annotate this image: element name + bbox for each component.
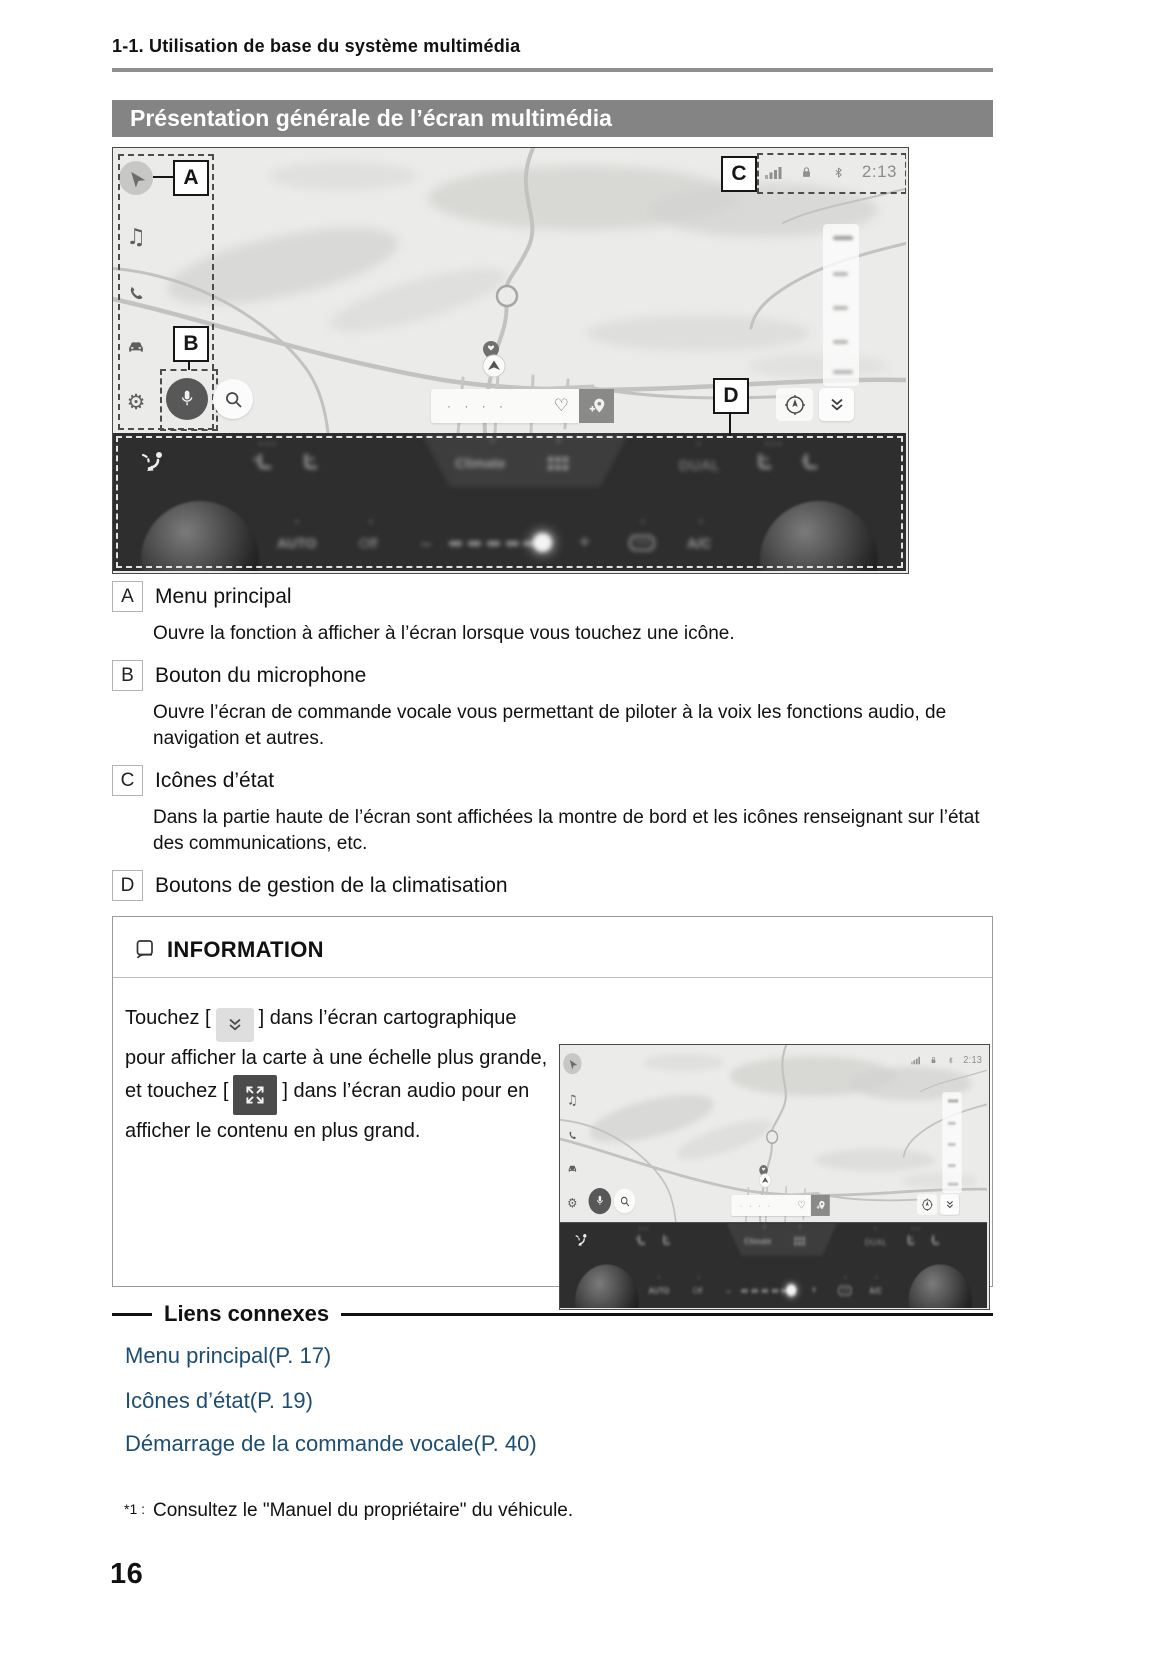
related-links-header [112, 1301, 993, 1327]
legend [112, 579, 993, 955]
settings-gear-icon: ⚙ [567, 1195, 578, 1211]
search-icon [223, 389, 244, 410]
legend-desc-a: Ouvre la fonction à afficher à l’écran lorsque vous touchez une icône. [153, 623, 735, 644]
audio-expand-icon [233, 1075, 277, 1115]
climate-center-panel [726, 1222, 838, 1256]
ac-label: A/C [869, 1285, 883, 1296]
status-bar [765, 158, 897, 186]
footnote-marker: *1 : [124, 1501, 146, 1517]
legend-title-c: Icônes d’état [155, 768, 275, 792]
information-header [113, 917, 992, 978]
music-icon: ♫ [567, 1092, 578, 1109]
clock: 2:13 [963, 1053, 983, 1066]
climate-label: Climate [744, 1235, 772, 1246]
legend-key-c: C [112, 765, 143, 796]
legend-desc-c: Dans la partie haute de l’écran sont affichées la montre de bord et les icônes renseignant sur l’état des communications, etc. [153, 807, 980, 854]
callout-d: D [713, 378, 749, 414]
bluetooth-icon [947, 1055, 954, 1066]
legend-title-a: Menu principal [155, 584, 292, 608]
fan-minus-label: – [725, 1284, 732, 1297]
legend-key-a: A [112, 581, 143, 612]
link-icones-etat[interactable]: Icônes d’état(P. 19) [125, 1388, 313, 1413]
double-chevron-down-icon [826, 395, 848, 415]
legend-row-b [112, 660, 993, 691]
auto-label: AUTO [648, 1285, 670, 1296]
microphone-icon [594, 1194, 605, 1208]
double-chevron-down-icon [944, 1198, 956, 1210]
link-menu-principal[interactable]: Menu principal(P. 17) [125, 1343, 332, 1368]
information-body [113, 978, 992, 1297]
lock-icon [799, 164, 814, 181]
off-label: Off [359, 535, 378, 551]
footnote [124, 1500, 573, 1522]
signal-icon [765, 165, 782, 180]
climate-blurred-controls: ••• ∧ ∧ Climate • DUAL ••• • AUTO ▪ Off – + • • A/C [560, 1222, 987, 1308]
multimedia-screenshot [113, 148, 906, 571]
search-button [614, 1189, 636, 1214]
information-heading: INFORMATION [167, 937, 324, 962]
dual-label: DUAL [864, 1237, 888, 1248]
legend-row-d [112, 870, 993, 901]
legend-key-b: B [112, 660, 143, 691]
callout-b: B [173, 326, 209, 362]
microphone-icon [177, 388, 197, 410]
favorite-heart-icon: ♡ [797, 1199, 806, 1212]
off-label: Off [692, 1285, 703, 1296]
map-expand-button [940, 1194, 959, 1215]
map-expand-button [819, 388, 854, 421]
fan-level-indicator [786, 1284, 796, 1296]
add-waypoint-button [579, 389, 614, 423]
callout-a: A [173, 160, 209, 196]
settings-gear-icon: ⚙ [126, 390, 146, 414]
compass-icon [921, 1197, 934, 1212]
car-icon [563, 1159, 581, 1180]
fan-minus-label: – [421, 533, 432, 553]
section-title: Présentation générale de l’écran multimédia [112, 100, 993, 137]
info-screenshot-slot [559, 1044, 990, 1310]
signal-icon [911, 1055, 920, 1064]
ac-label: A/C [687, 535, 712, 551]
legend-title-d: Boutons de gestion de la climatisation [155, 873, 508, 897]
climate-blurred-controls: ••• ∧ ∧ Climate • DUAL ••• • AUTO ▪ Off – + • • A/C [113, 433, 906, 571]
map-collapse-chevron-icon [216, 1008, 254, 1042]
legend-row-c [112, 765, 993, 796]
compass-icon [783, 393, 807, 417]
climate-label: Climate [455, 455, 506, 471]
legend-desc-b: Ouvre l’écran de commande vocale vous permettant de piloter à la voix les fonctions audio, de navigation et autres. [153, 702, 947, 749]
information-text: Touchez [ ] dans l’écran cartographique pour afficher la carte à une échelle plus grande, et touchez [ ] dans l’écran audio pour en afficher le contenu en plus grand. [125, 1007, 548, 1142]
multimedia-screenshot-frame [112, 147, 909, 574]
fan-plus-label: + [579, 532, 591, 553]
link-commande-vocale[interactable]: Démarrage de la commande vocale(P. 40) [125, 1431, 537, 1456]
phone-icon [563, 1125, 581, 1146]
lock-icon [930, 1055, 938, 1066]
map-area [560, 1045, 987, 1222]
legend-row-a [112, 581, 993, 612]
info-mini-screenshot [560, 1045, 987, 1308]
links-rule-left [112, 1313, 152, 1316]
add-pin-icon [586, 395, 608, 417]
fan-plus-label: + [810, 1283, 817, 1297]
book-icon [133, 938, 157, 962]
music-icon: ♫ [126, 224, 146, 250]
climate-center-panel [421, 433, 629, 487]
auto-label: AUTO [277, 535, 317, 551]
page-number: 16 [110, 1558, 144, 1590]
favorite-heart-icon: ♡ [553, 396, 569, 416]
navigation-arrow-icon [566, 1057, 578, 1071]
destination-dots: · · · · [739, 1201, 773, 1210]
destination-bar [731, 1195, 811, 1216]
map-area [113, 148, 906, 433]
compass-button [776, 388, 813, 421]
microphone-button [589, 1188, 612, 1214]
map-scale-bar [942, 1092, 961, 1193]
related-links-heading: Liens connexes [164, 1301, 330, 1326]
nav-map-button [563, 1053, 581, 1074]
callout-a-line [153, 176, 175, 178]
information-box [112, 916, 993, 1297]
status-bar [911, 1051, 982, 1068]
legend-title-b: Bouton du microphone [155, 663, 367, 687]
add-waypoint-button [811, 1195, 830, 1216]
legend-key-d: D [112, 870, 143, 901]
destination-dots: · · · · [447, 399, 508, 413]
destination-bar [431, 389, 579, 423]
footnote-text: Consultez le "Manuel du propriétaire" du véhicule. [153, 1500, 574, 1521]
microphone-button [166, 378, 208, 420]
search-icon [619, 1195, 630, 1208]
climate-control-bar [560, 1222, 987, 1308]
search-button [213, 379, 253, 419]
callout-c: C [721, 156, 757, 192]
fan-level-indicator [533, 533, 552, 552]
airflow-seat-icon [135, 449, 169, 479]
compass-button [917, 1194, 937, 1215]
dual-label: DUAL [679, 457, 721, 473]
bluetooth-icon [832, 164, 845, 181]
map-scale-bar [823, 224, 859, 386]
airflow-seat-icon [572, 1232, 590, 1251]
breadcrumb: 1-1. Utilisation de base du système multimédia [112, 36, 521, 56]
climate-control-bar [113, 433, 906, 571]
header-rule [112, 68, 993, 72]
add-pin-icon [814, 1199, 826, 1213]
clock: 2:13 [861, 162, 897, 181]
links-rule-right [341, 1313, 993, 1316]
